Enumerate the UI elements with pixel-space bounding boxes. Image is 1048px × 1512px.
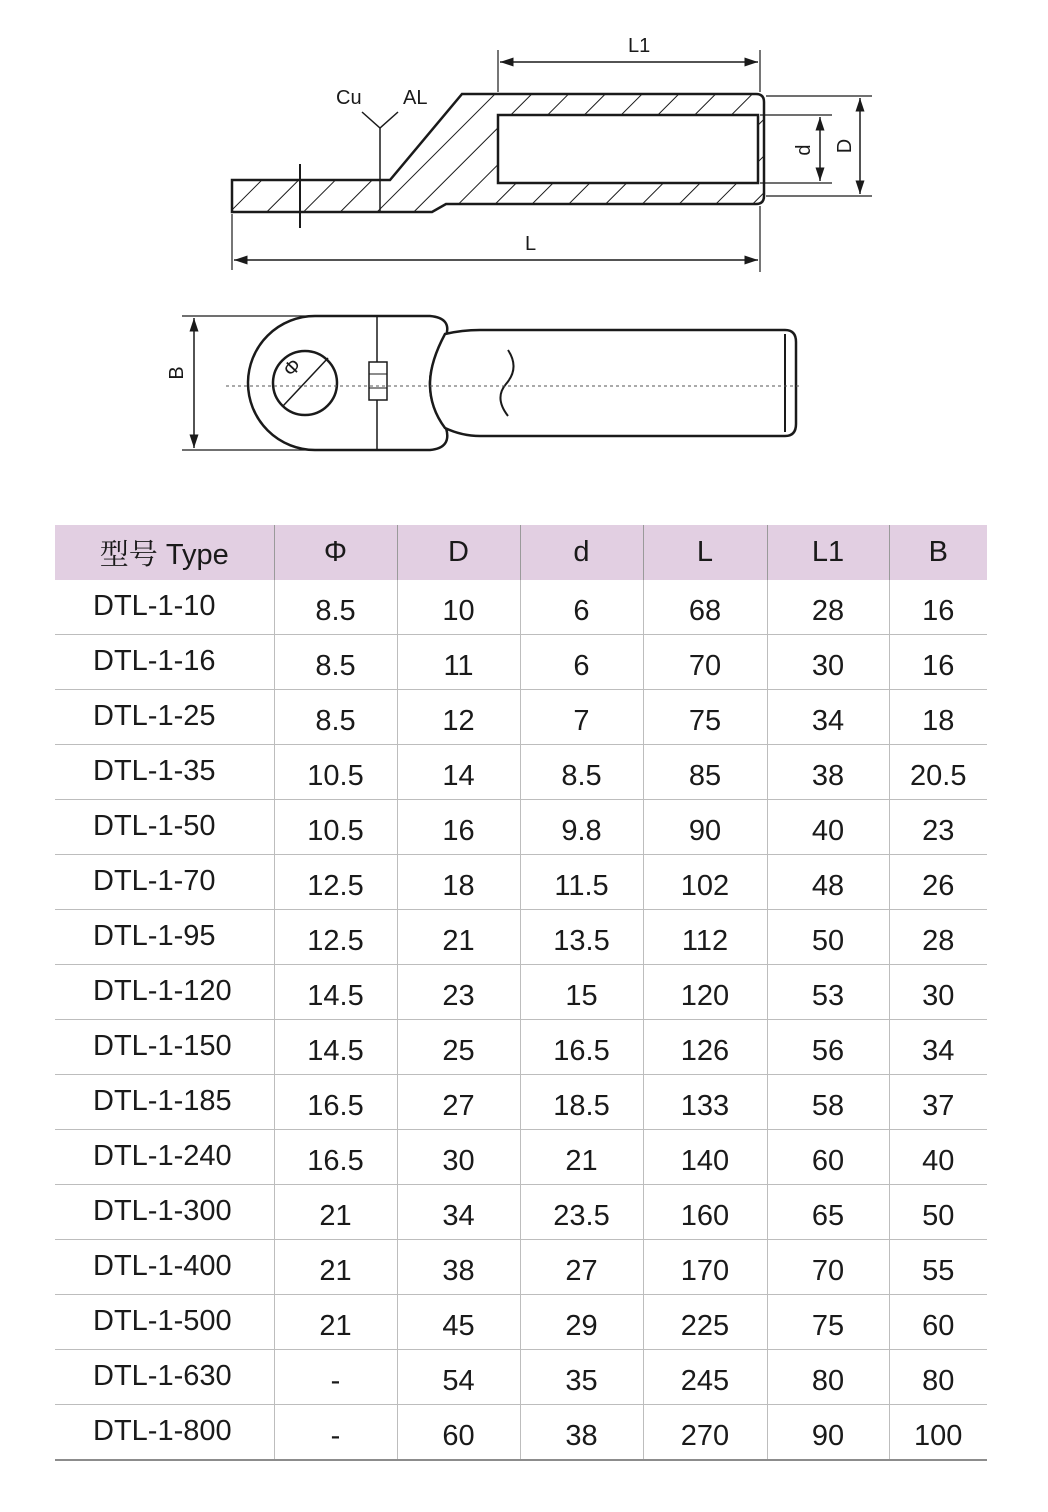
cell-d-small: 29 <box>520 1295 643 1350</box>
cell-b: 80 <box>889 1350 987 1405</box>
cell-phi: - <box>274 1350 397 1405</box>
cell-phi: 16.5 <box>274 1130 397 1185</box>
cell-b: 100 <box>889 1405 987 1461</box>
cell-l1: 53 <box>767 965 889 1020</box>
cell-b: 40 <box>889 1130 987 1185</box>
d-small-dimension-label: d <box>793 144 815 156</box>
cell-d-large: 16 <box>397 800 520 855</box>
cell-l: 68 <box>643 580 767 635</box>
header-phi: Φ <box>274 525 397 580</box>
cell-d-small: 6 <box>520 580 643 635</box>
cell-l1: 48 <box>767 855 889 910</box>
cell-d-large: 14 <box>397 745 520 800</box>
cell-b: 60 <box>889 1295 987 1350</box>
l1-dimension-label: L1 <box>628 35 651 57</box>
cell-d-small: 11.5 <box>520 855 643 910</box>
cell-phi: 21 <box>274 1185 397 1240</box>
table-row <box>55 855 987 910</box>
cell-d-large: 54 <box>397 1350 520 1405</box>
cell-d-small: 9.8 <box>520 800 643 855</box>
header-l1: L1 <box>767 525 889 580</box>
cell-l: 160 <box>643 1185 767 1240</box>
cell-l1: 38 <box>767 745 889 800</box>
cell-d-small: 23.5 <box>520 1185 643 1240</box>
cell-l: 120 <box>643 965 767 1020</box>
table-row <box>55 745 987 800</box>
cell-l: 75 <box>643 690 767 745</box>
cell-phi: 10.5 <box>274 800 397 855</box>
cell-d-small: 6 <box>520 635 643 690</box>
l-dimension-label: L <box>525 233 537 255</box>
cell-l: 270 <box>643 1405 767 1461</box>
cell-d-small: 38 <box>520 1405 643 1461</box>
header-b: B <box>889 525 987 580</box>
cell-d-large: 10 <box>397 580 520 635</box>
header-l: L <box>643 525 767 580</box>
cell-l1: 56 <box>767 1020 889 1075</box>
cell-l1: 34 <box>767 690 889 745</box>
top-view <box>166 316 800 450</box>
header-d-small: d <box>520 525 643 580</box>
cell-d-large: 34 <box>397 1185 520 1240</box>
specification-table <box>55 525 987 1461</box>
cell-l: 85 <box>643 745 767 800</box>
cell-l: 140 <box>643 1130 767 1185</box>
cell-b: 37 <box>889 1075 987 1130</box>
cell-d-small: 7 <box>520 690 643 745</box>
cell-b: 23 <box>889 800 987 855</box>
table-row <box>55 580 987 635</box>
cell-model: DTL-1-185 <box>55 1075 274 1130</box>
cell-phi: 21 <box>274 1295 397 1350</box>
cell-d-small: 18.5 <box>520 1075 643 1130</box>
cell-model: DTL-1-95 <box>55 910 274 965</box>
cell-phi: 16.5 <box>274 1075 397 1130</box>
cell-b: 16 <box>889 580 987 635</box>
cell-l: 245 <box>643 1350 767 1405</box>
cell-model: DTL-1-10 <box>55 580 274 635</box>
cell-b: 18 <box>889 690 987 745</box>
cell-l1: 65 <box>767 1185 889 1240</box>
cell-d-small: 8.5 <box>520 745 643 800</box>
cell-model: DTL-1-400 <box>55 1240 274 1295</box>
cell-b: 26 <box>889 855 987 910</box>
cell-l1: 90 <box>767 1405 889 1461</box>
cell-l: 170 <box>643 1240 767 1295</box>
table-row <box>55 910 987 965</box>
table-row <box>55 965 987 1020</box>
cell-d-large: 38 <box>397 1240 520 1295</box>
cell-model: DTL-1-800 <box>55 1405 274 1461</box>
cell-phi: 10.5 <box>274 745 397 800</box>
cell-model: DTL-1-120 <box>55 965 274 1020</box>
cell-d-large: 18 <box>397 855 520 910</box>
table-row <box>55 800 987 855</box>
cell-d-large: 27 <box>397 1075 520 1130</box>
cell-d-small: 35 <box>520 1350 643 1405</box>
table-row <box>55 1020 987 1075</box>
cell-d-small: 21 <box>520 1130 643 1185</box>
table-row <box>55 1130 987 1185</box>
cell-l1: 28 <box>767 580 889 635</box>
cell-b: 16 <box>889 635 987 690</box>
cell-phi: 14.5 <box>274 1020 397 1075</box>
cell-l: 225 <box>643 1295 767 1350</box>
cell-l1: 30 <box>767 635 889 690</box>
cell-d-small: 15 <box>520 965 643 1020</box>
cell-l1: 70 <box>767 1240 889 1295</box>
cell-model: DTL-1-300 <box>55 1185 274 1240</box>
b-dimension-label: B <box>166 366 188 380</box>
lug-technical-drawing <box>0 0 1048 500</box>
cell-d-large: 12 <box>397 690 520 745</box>
cell-phi: 12.5 <box>274 910 397 965</box>
cell-phi: 8.5 <box>274 580 397 635</box>
al-label: AL <box>403 87 428 109</box>
cell-l1: 80 <box>767 1350 889 1405</box>
cell-model: DTL-1-25 <box>55 690 274 745</box>
cell-d-large: 45 <box>397 1295 520 1350</box>
cell-d-large: 60 <box>397 1405 520 1461</box>
cell-d-large: 25 <box>397 1020 520 1075</box>
cell-d-large: 30 <box>397 1130 520 1185</box>
cell-model: DTL-1-70 <box>55 855 274 910</box>
cell-b: 55 <box>889 1240 987 1295</box>
cell-phi: 21 <box>274 1240 397 1295</box>
cell-model: DTL-1-50 <box>55 800 274 855</box>
cell-phi: 12.5 <box>274 855 397 910</box>
cell-b: 20.5 <box>889 745 987 800</box>
table-row <box>55 1240 987 1295</box>
cell-model: DTL-1-630 <box>55 1350 274 1405</box>
cell-l1: 75 <box>767 1295 889 1350</box>
cell-l: 70 <box>643 635 767 690</box>
cell-l: 133 <box>643 1075 767 1130</box>
cell-model: DTL-1-16 <box>55 635 274 690</box>
cell-l1: 50 <box>767 910 889 965</box>
cell-b: 28 <box>889 910 987 965</box>
cell-d-large: 11 <box>397 635 520 690</box>
cell-l1: 58 <box>767 1075 889 1130</box>
cell-b: 50 <box>889 1185 987 1240</box>
cell-l: 90 <box>643 800 767 855</box>
table-row <box>55 1295 987 1350</box>
cell-d-large: 21 <box>397 910 520 965</box>
cell-d-small: 16.5 <box>520 1020 643 1075</box>
cell-l1: 60 <box>767 1130 889 1185</box>
cell-d-small: 13.5 <box>520 910 643 965</box>
cell-l: 102 <box>643 855 767 910</box>
cell-d-large: 23 <box>397 965 520 1020</box>
cell-l: 126 <box>643 1020 767 1075</box>
table-header-row <box>55 525 987 580</box>
cell-d-small: 27 <box>520 1240 643 1295</box>
table-row <box>55 1185 987 1240</box>
table-row <box>55 1075 987 1130</box>
table-row <box>55 635 987 690</box>
table-row <box>55 1405 987 1461</box>
side-section-view <box>232 35 872 272</box>
cell-l1: 40 <box>767 800 889 855</box>
table-row <box>55 690 987 745</box>
cell-model: DTL-1-35 <box>55 745 274 800</box>
header-type: 型号 Type <box>55 525 274 580</box>
cell-phi: - <box>274 1405 397 1461</box>
cell-model: DTL-1-500 <box>55 1295 274 1350</box>
phi-dimension-label: Φ <box>279 354 307 382</box>
cell-phi: 14.5 <box>274 965 397 1020</box>
cell-model: DTL-1-240 <box>55 1130 274 1185</box>
cell-phi: 8.5 <box>274 690 397 745</box>
d-large-dimension-label: D <box>834 138 856 154</box>
cell-b: 30 <box>889 965 987 1020</box>
cu-label: Cu <box>336 87 362 109</box>
header-d-large: D <box>397 525 520 580</box>
cell-phi: 8.5 <box>274 635 397 690</box>
table-row <box>55 1350 987 1405</box>
cell-l: 112 <box>643 910 767 965</box>
cell-model: DTL-1-150 <box>55 1020 274 1075</box>
cell-b: 34 <box>889 1020 987 1075</box>
